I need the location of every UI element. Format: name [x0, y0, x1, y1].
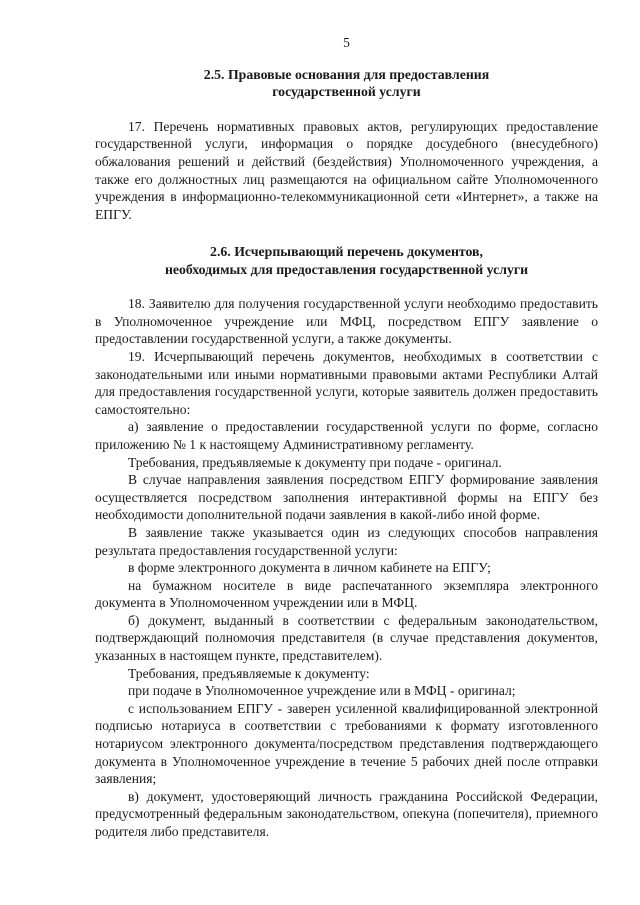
item-b-representative-document: б) документ, выданный в соответствии с федеральным законодательством, подтверждающий полномочия представителя (в случае представления документов, указанных в настоящем пункте, представителем).	[95, 612, 598, 664]
result-delivery-methods: В заявление также указывается один из следующих способов направления результата предоставления государственной услуги:	[95, 524, 598, 558]
section-2-6-heading	[95, 243, 598, 278]
epgu-submission-note: В случае направления заявления посредством ЕПГУ формирование заявления осуществляется посредством заполнения интерактивной формы на ЕПГУ без необходимости дополнительной подачи заявления в какой-либо иной форме.	[95, 472, 598, 523]
document-page	[95, 34, 598, 841]
paragraph-18: 18. Заявителю для получения государственной услуги необходимо предоставить в Уполномоченное учреждение или МФЦ, посредством ЕПГУ заявление о предоставлении государственной услуги, а также документы.	[95, 296, 598, 347]
section-2-5-heading-line1: 2.5. Правовые основания для предоставления	[203, 67, 490, 82]
section-2-6-heading-line2: необходимых для предоставления государственной услуги	[164, 261, 529, 277]
paragraph-17: 17. Перечень нормативных правовых актов, регулирующих предоставление государственной услуги, информация о порядке досудебного (внесудебного) обжалования решений и действий (бездействия) Уполномоченного учреждения, а также его должностных лиц размещаются на официальном сайте Уполномоченного учреждения в информационно-телекоммуникационной сети «Интернет», а также на ЕПГУ.	[95, 118, 598, 222]
section-2-5-heading-line2: государственной услуги	[272, 84, 421, 100]
method-electronic: в форме электронного документа в личном кабинете на ЕПГУ;	[128, 560, 491, 576]
requirement-in-person: при подаче в Уполномоченное учреждение или в МФЦ - оригинал;	[128, 683, 516, 699]
page-number: 5	[343, 35, 350, 50]
requirements-original: Требования, предъявляемые к документу при подаче - оригинал.	[128, 454, 502, 470]
item-v-identity-document: в) документ, удостоверяющий личность гражданина Российской Федерации, предусмотренный федеральным законодательством, опекуна (попечителя), приемного родителя либо представителя.	[95, 788, 598, 839]
section-2-5-heading	[95, 66, 598, 101]
item-a-application: а) заявление о предоставлении государственной услуги по форме, согласно приложению № 1 к настоящему Административному регламенту.	[95, 419, 598, 452]
section-2-6-heading-line1: 2.6. Исчерпывающий перечень документов,	[210, 244, 483, 260]
method-paper: на бумажном носителе в виде распечатанного экземпляра электронного документа в Уполномоченном учреждении или в МФЦ.	[95, 577, 598, 611]
requirement-epgu: с использованием ЕПГУ - заверен усиленной квалифицированной электронной подписью нотариуса в соответствии с требованиями к формату изготовленного нотариусом электронного документа/посредством представления подтверждающего документа в Уполномоченное учреждение в течение 5 рабочих дней после отправки заявления;	[95, 700, 598, 787]
document-requirements: Требования, предъявляемые к документу:	[128, 665, 370, 681]
paragraph-19: 19. Исчерпывающий перечень документов, необходимых в соответствии с законодательными или иными нормативными правовыми актами Республики Алтай для предоставления государственной услуги, которые заявитель должен предоставить самостоятельно:	[95, 348, 598, 417]
